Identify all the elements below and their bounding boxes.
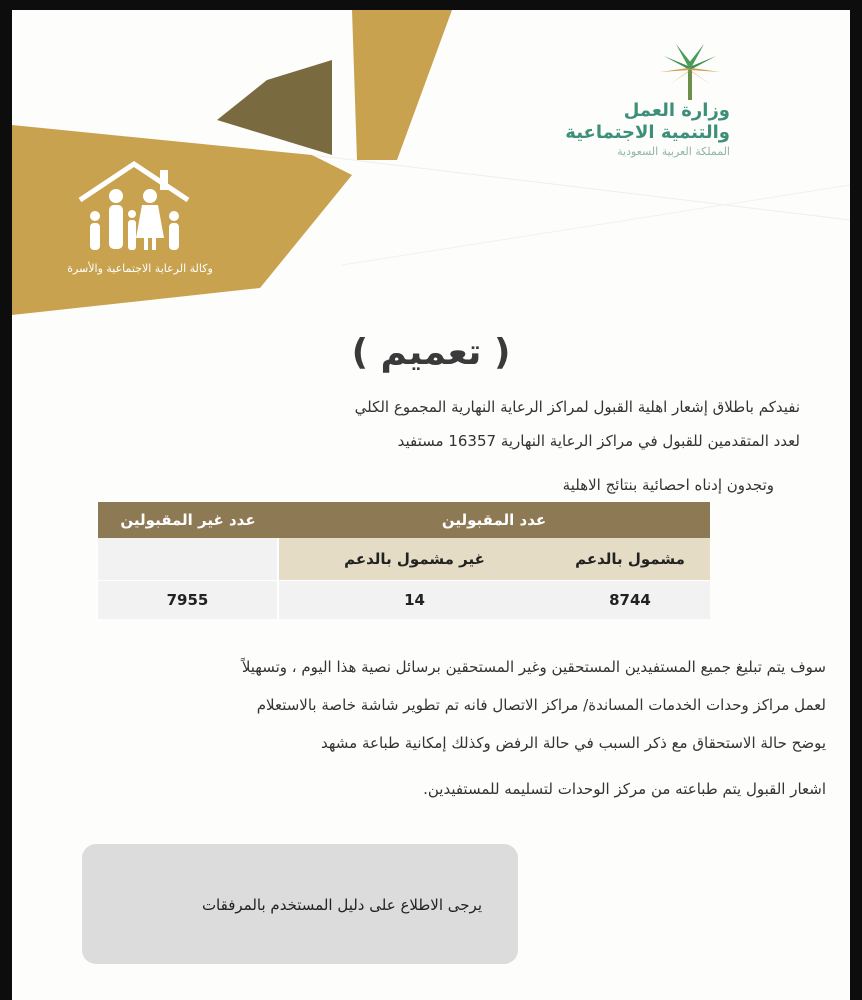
rejected-value: 7955 [97,581,278,620]
body-line-1: سوف يتم تبليغ جميع المستفيدين المستحقين وغير المستحقين برسائل نصية هذا اليوم ، وتسهيلاً [241,658,826,676]
ministry-name-line1: وزارة العمل [623,100,730,121]
covered-header: مشمول بالدعم [550,538,710,581]
accepted-header: عدد المقبولين [278,502,710,538]
attachment-note-box [82,844,518,964]
not-covered-value: 14 [278,581,550,620]
gold-top-shape [352,10,452,160]
header-line-2 [342,185,850,265]
palm-emblem-icon [658,42,722,102]
screen-frame-right [850,0,862,1000]
intro-line-1: نفيدكم باطلاق إشعار اهلية القبول لمراكز الرعاية النهارية المجموع الكلي [354,398,800,416]
ministry-country: المملكة العربية السعودية [617,145,730,158]
header-line [312,155,850,220]
document-page [12,10,850,1000]
rejected-header: عدد غير المقبولين [97,502,278,538]
body-line-3: يوضح حالة الاستحقاق مع ذكر السبب في حالة الرفض وكذلك إمكانية طباعة مشهد [321,734,826,752]
screen-frame-left [0,0,12,1000]
ministry-logo-text [565,100,730,160]
ministry-name-line2: والتنمية الاجتماعية [565,122,730,143]
attachment-note: يرجى الاطلاع على دليل المستخدم بالمرفقات [201,896,482,914]
not-covered-header: غير مشمول بالدعم [278,538,550,581]
body-line-2: لعمل مراكز وحدات الخدمات المساندة/ مراكز الاتصال فانه تم تطوير شاشة خاصة بالاستعلام [256,696,826,714]
body-line-4: اشعار القبول يتم طباعته من مركز الوحدات لتسليمه للمستفيدين. [423,780,826,798]
family-house-icon [74,160,194,260]
rejected-header-spacer [97,538,278,581]
covered-value: 8744 [550,581,710,620]
dark-gold-shape [217,60,332,155]
agency-name: وكالة الرعاية الاجتماعية والأسرة [67,262,213,275]
page-title: ( تعميم ) [351,332,511,373]
screen-frame-top [0,0,862,10]
intro-line-2: لعدد المتقدمين للقبول في مراكز الرعاية النهارية 16357 مستفيد [397,432,800,450]
eligibility-stats-table [96,502,710,619]
intro-line-3: وتجدون إدناه احصائية بنتائج الاهلية [562,476,774,494]
